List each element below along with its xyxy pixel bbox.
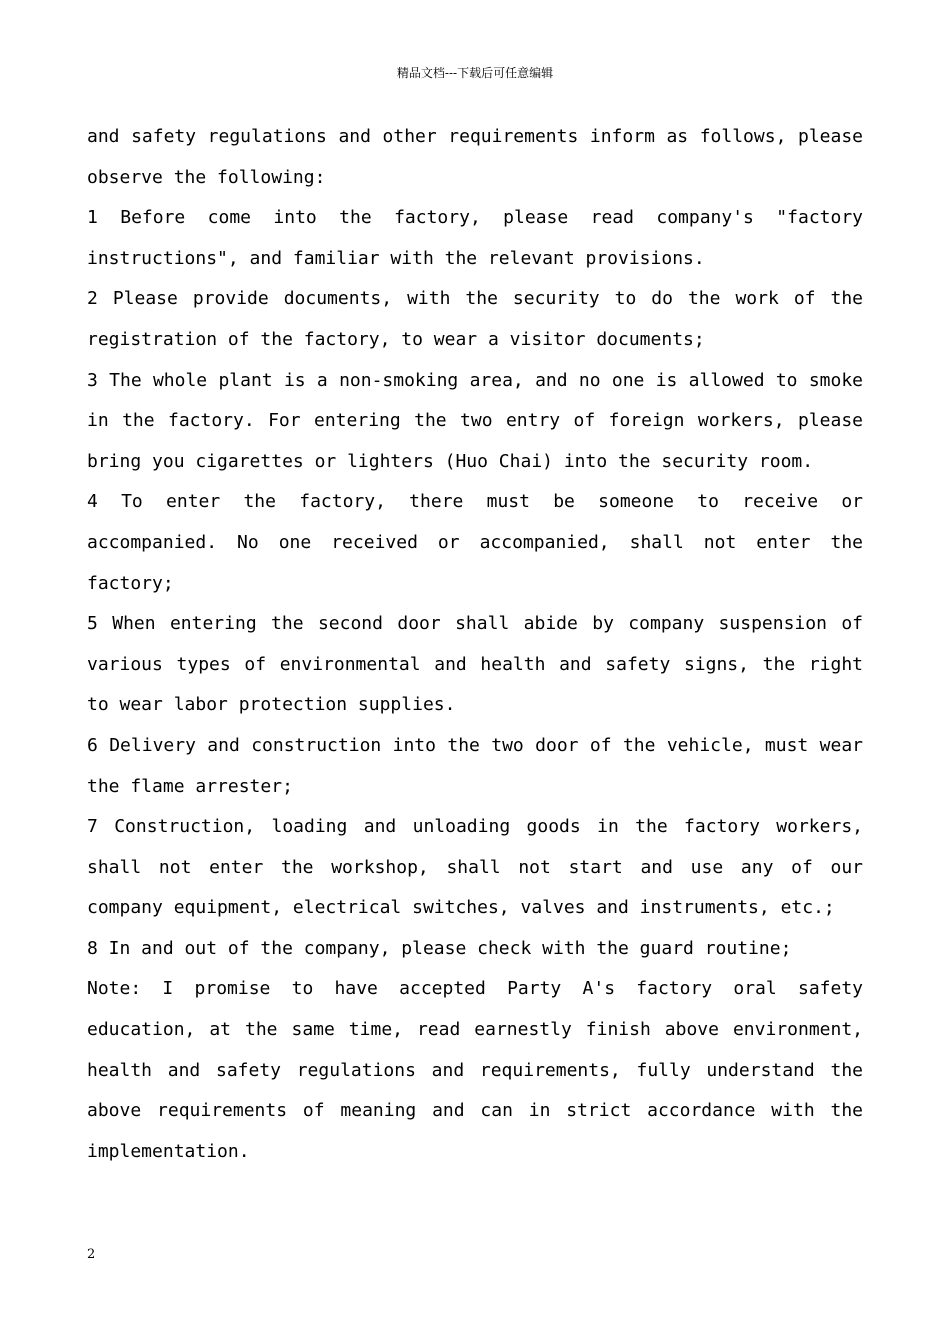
page-number: 2 [87,1247,96,1262]
paragraph-item-8: 8 In and out of the company, please check with the guard routine; [87,937,792,959]
paragraph-item-6: 6 Delivery and construction into the two door of the vehicle, must wear the flame arrester; [87,734,863,797]
paragraph-item-7: 7 Construction, loading and unloading goods in the factory workers, shall not enter the workshop, shall not start and use any of our company equipment, electrical switches, valves and instruments, etc.; [87,816,863,919]
paragraph-item-1: 1 Before come into the factory, please read company's "factory instructions", and familiar with the relevant provisions. [87,207,863,269]
paragraph-item-2: 2 Please provide documents, with the security to do the work of the registration of the factory, to wear a visitor documents; [87,288,863,350]
paragraph-item-5: 5 When entering the second door shall abide by company suspension of various types of environmental and health and safety signs, the right to wear labor protection supplies. [87,613,863,716]
paragraph-item-4: 4 To enter the factory, there must be someone to receive or accompanied. No one received or accompanied, shall not enter the factory; [87,491,863,594]
paragraph-intro: and safety regulations and other requirements inform as follows, please observe the following: [87,126,863,188]
page-header: 精品文档---下载后可任意编辑 [396,66,554,80]
document-body [87,117,863,1172]
paragraph-item-3: 3 The whole plant is a non-smoking area, and no one is allowed to smoke in the factory. For entering the two entry of foreign workers, please bring you cigarettes or lighters (Huo Chai) into the security room. [87,369,863,472]
paragraph-note: Note: I promise to have accepted Party A's factory oral safety education, at the same time, read earnestly finish above environment, health and safety regulations and requirements, fully understand the above requirements of meaning and can in strict accordance with the implementation. [87,978,863,1162]
